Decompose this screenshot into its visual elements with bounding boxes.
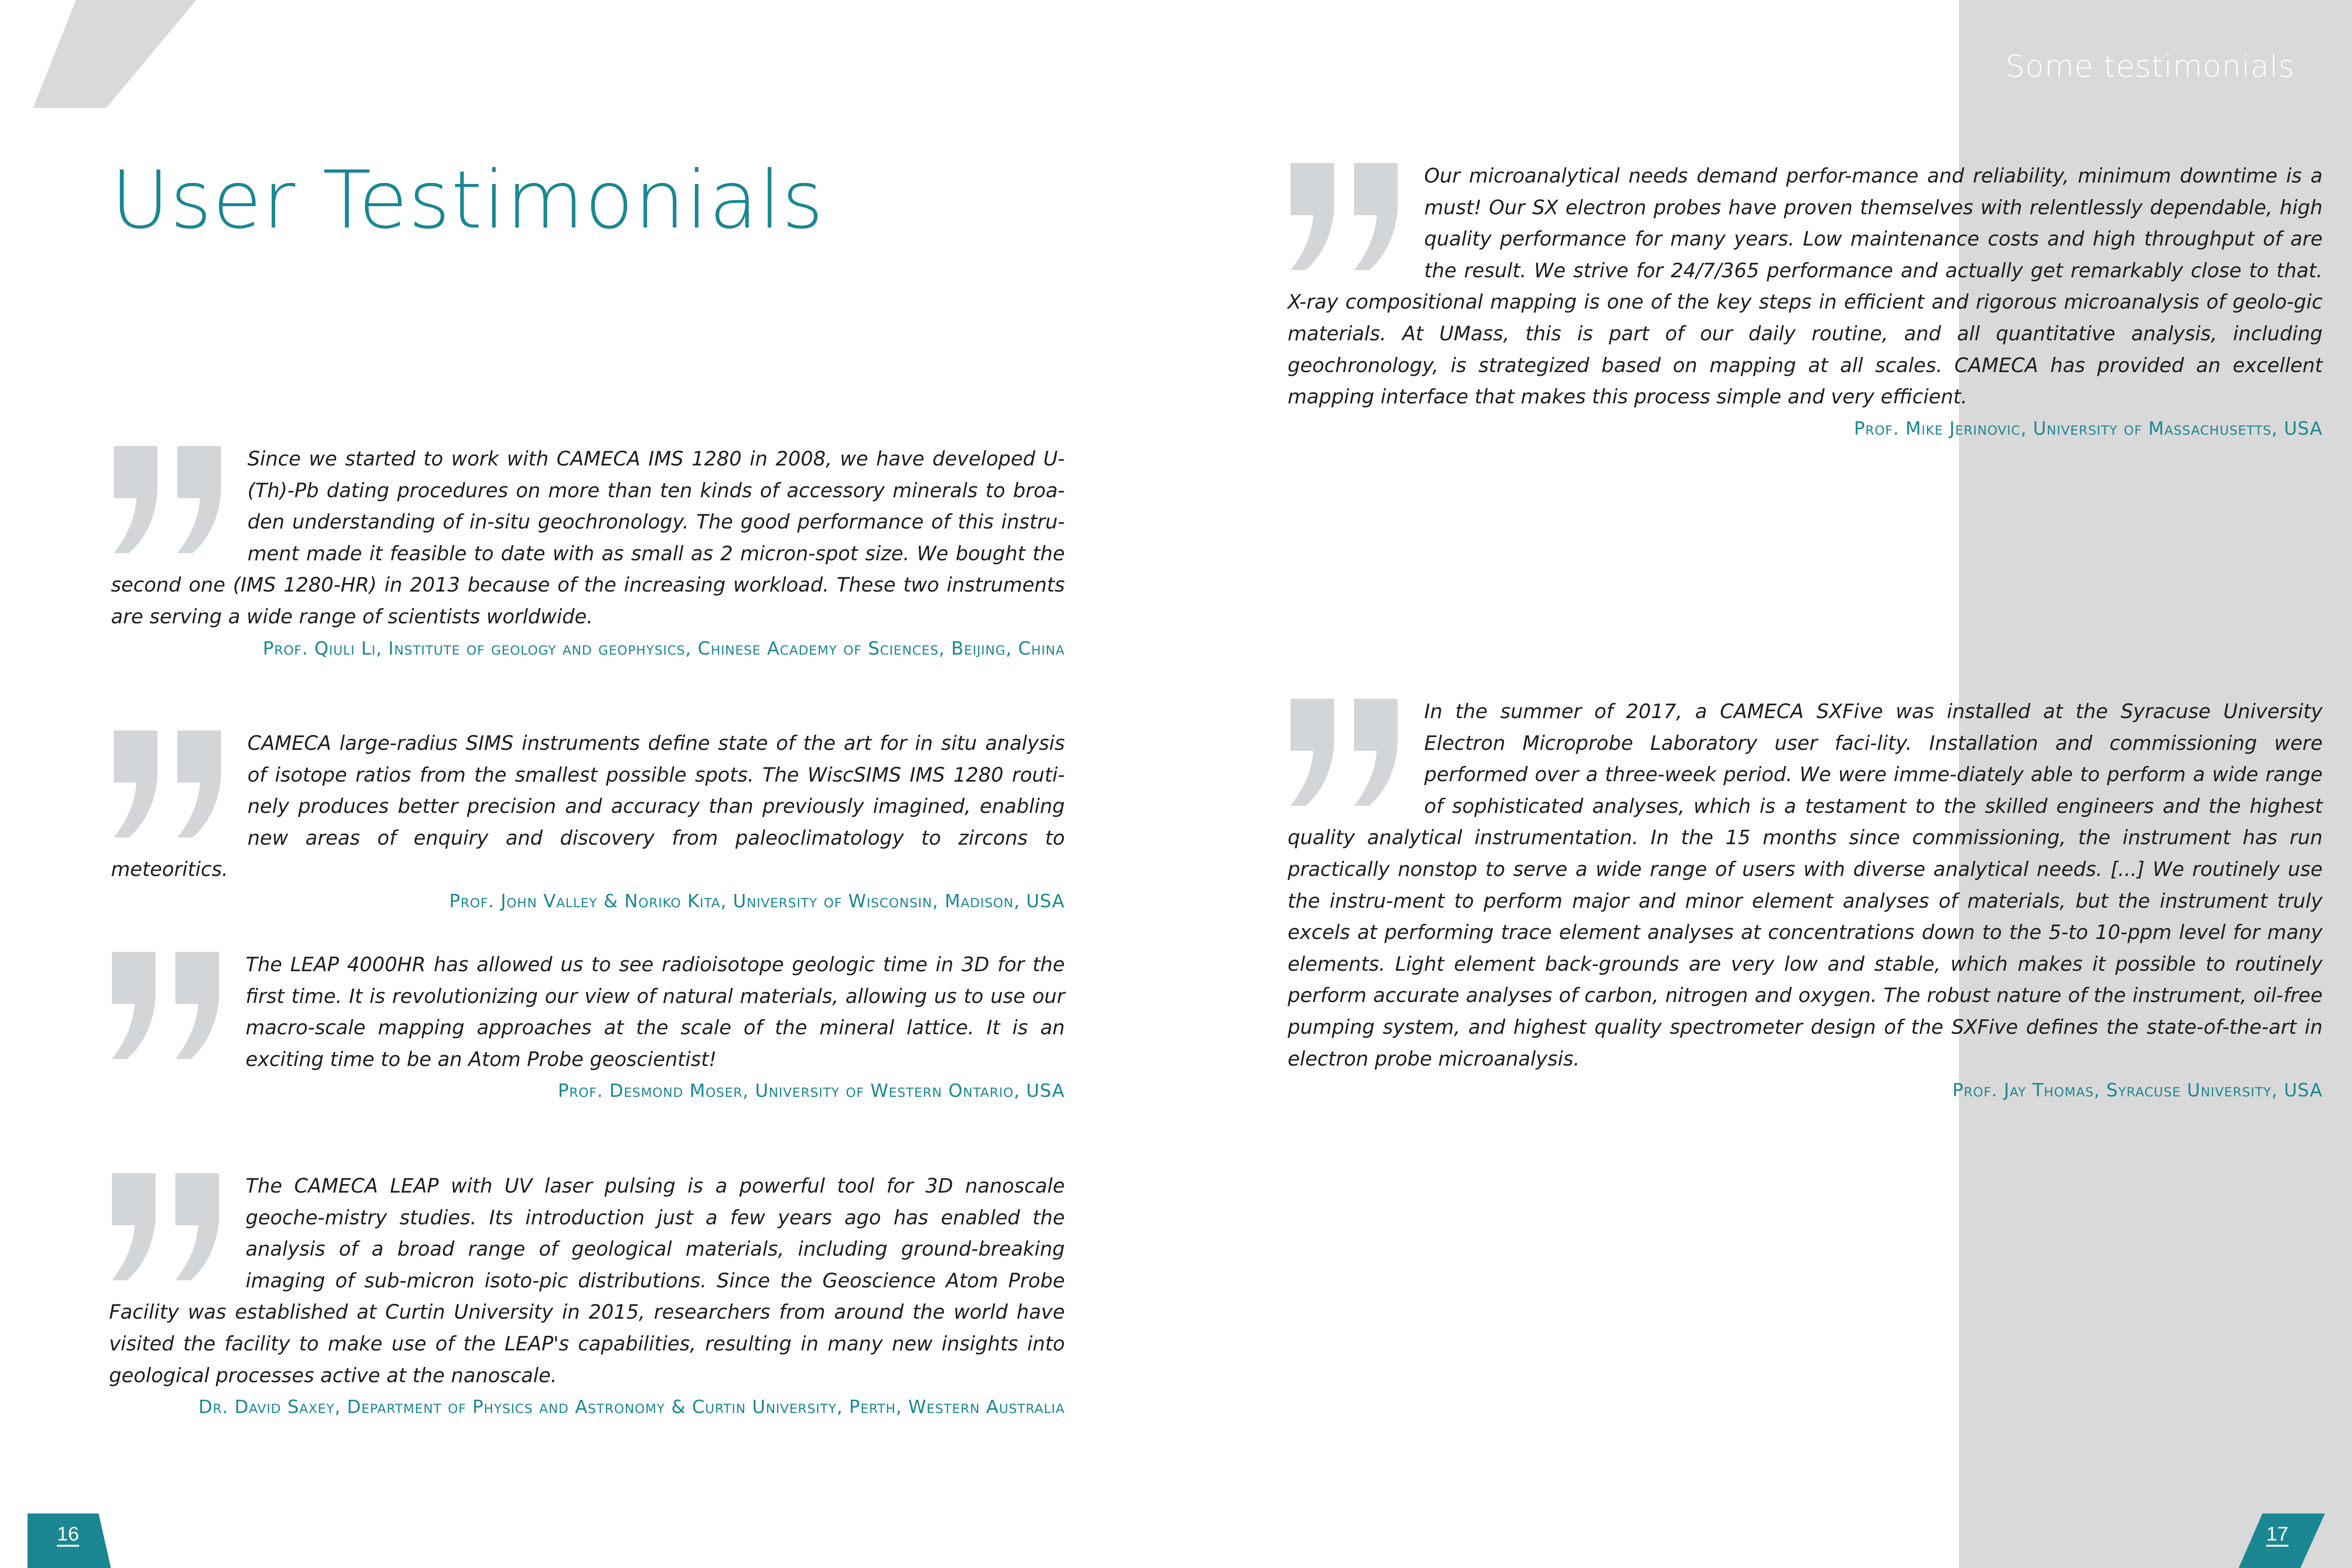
testimonial-wiscsims <box>111 728 1065 917</box>
page-title: User Testimonials <box>111 154 824 246</box>
testimonial-attribution: Prof. John Valley & Noriko Kita, University of Wisconsin, Madison, USA <box>449 890 1065 912</box>
testimonial-syracuse <box>1288 696 2323 1106</box>
testimonial-umass <box>1288 160 2323 444</box>
testimonial-text: The CAMECA LEAP with UV laser pulsing is a powerful tool for 3D nanoscale geoche-mistry studies. Its introduction just a few years ago has enabled the analysis of a broad range of geological materials, including ground-breaking imaging of sub-micron isoto-pic distributions. Since the Geoscience Atom Probe Facility was established at Curtin University in 2015, researchers from around the world have visited the facility to make use of the LEAP's capabilities, resulting in many new insights into geological processes active at the nanoscale. <box>109 1174 1065 1387</box>
quote-mark-icon <box>111 730 225 838</box>
sidebar-title: Some testimonials <box>2005 49 2295 84</box>
quote-mark-icon <box>1288 163 1401 270</box>
testimonial-attribution: Dr. David Saxey, Department of Physics and Astronomy & Curtin University, Perth, Western Australia <box>198 1396 1065 1418</box>
quote-mark-icon <box>109 1173 223 1280</box>
testimonial-text: The LEAP 4000HR has allowed us to see radioisotope geologic time in 3D for the first time. It is revolutionizing our view of natural materials, allowing us to use our macro-scale mapping approaches at the scale of the mineral lattice. It is an exciting time to be an Atom Probe geoscientist! <box>246 953 1065 1071</box>
testimonial-ims1280-beijing <box>111 443 1065 664</box>
page-number-label: 16 <box>57 1524 79 1547</box>
corner-decoration <box>0 0 199 108</box>
page-number-label: 17 <box>2266 1524 2288 1547</box>
quote-mark-icon <box>109 952 223 1059</box>
testimonial-attribution: Prof. Jay Thomas, Syracuse University, USA <box>1952 1080 2323 1101</box>
quote-mark-icon <box>1288 699 1401 806</box>
testimonial-attribution: Prof. Desmond Moser, University of Western Ontario, USA <box>558 1080 1065 1102</box>
testimonial-text: Our microanalytical needs demand perfor-mance and reliability, minimum downtime is a must! Our SX electron probes have proven themselves with relentlessly dependable, high quality performance for many years. Low maintenance costs and high throughput of are the result. We strive for 24/7/365 performance and actually get remarkably close to that. X-ray compositional mapping is one of the key steps in efficient and rigorous microanalysis of geolo-gic materials. At UMass, this is part of our daily routine, and all quantitative analysis, including geochronology, is strategized based on mapping at all scales. CAMECA has provided an excellent mapping interface that makes this process simple and very efficient. <box>1288 164 2323 409</box>
testimonial-leap-4000hr <box>109 949 1065 1107</box>
quote-mark-icon <box>111 446 225 553</box>
testimonial-leap-curtin <box>109 1170 1065 1423</box>
page-number-left <box>27 1513 141 1568</box>
testimonial-attribution: Prof. Qiuli Li, Institute of geology and geophysics, Chinese Academy of Sciences, Beijing, China <box>263 638 1065 659</box>
page-tab-shape <box>27 1513 141 1568</box>
page-number-right <box>2239 1513 2352 1568</box>
testimonial-text: Since we started to work with CAMECA IMS 1280 in 2008, we have developed U-(Th)-Pb dating procedures on more than ten kinds of accessory minerals to broa-den understanding of in-situ geochronology. The good performance of this instru-ment made it feasible to date with as small as 2 micron-spot size. We bought the second one (IMS 1280-HR) in 2013 because of the increasing workload. These two instruments are serving a wide range of scientists worldwide. <box>111 447 1065 628</box>
testimonial-text: CAMECA large-radius SIMS instruments define state of the art for in situ analysis of isotope ratios from the smallest possible spots. The WiscSIMS IMS 1280 routi-nely produces better precision and accuracy than previously imagined, enabling new areas of enquiry and discovery from paleoclimatology to zircons to meteoritics. <box>111 731 1065 881</box>
testimonial-attribution: Prof. Mike Jerinovic, University of Massachusetts, USA <box>1854 418 2323 439</box>
page-tab-shape <box>2239 1513 2352 1568</box>
testimonial-text: In the summer of 2017, a CAMECA SXFive was installed at the Syracuse University Electron Microprobe Laboratory user faci-lity. Installation and commissioning were performed over a three-week period. We were imme-diately able to perform a wide range of sophisticated analyses, which is a testament to the skilled engineers and the highest quality analytical instrumentation. In the 15 months since commissioning, the instrument has run practically nonstop to serve a wide range of users with diverse analytical needs. [...] We routinely use the instru-ment to perform major and minor element analyses of materials, but the instrument truly excels at performing trace element analyses at concentrations down to the 5-to 10-ppm level for many elements. Light element back-grounds are very low and stable, which makes it possible to routinely perform accurate analyses of carbon, nitrogen and oxygen. The robust nature of the instrument, oil-free pumping system, and highest quality spectrometer design of the SXFive defines the state-of-the-art in electron probe microanalysis. <box>1288 700 2323 1070</box>
